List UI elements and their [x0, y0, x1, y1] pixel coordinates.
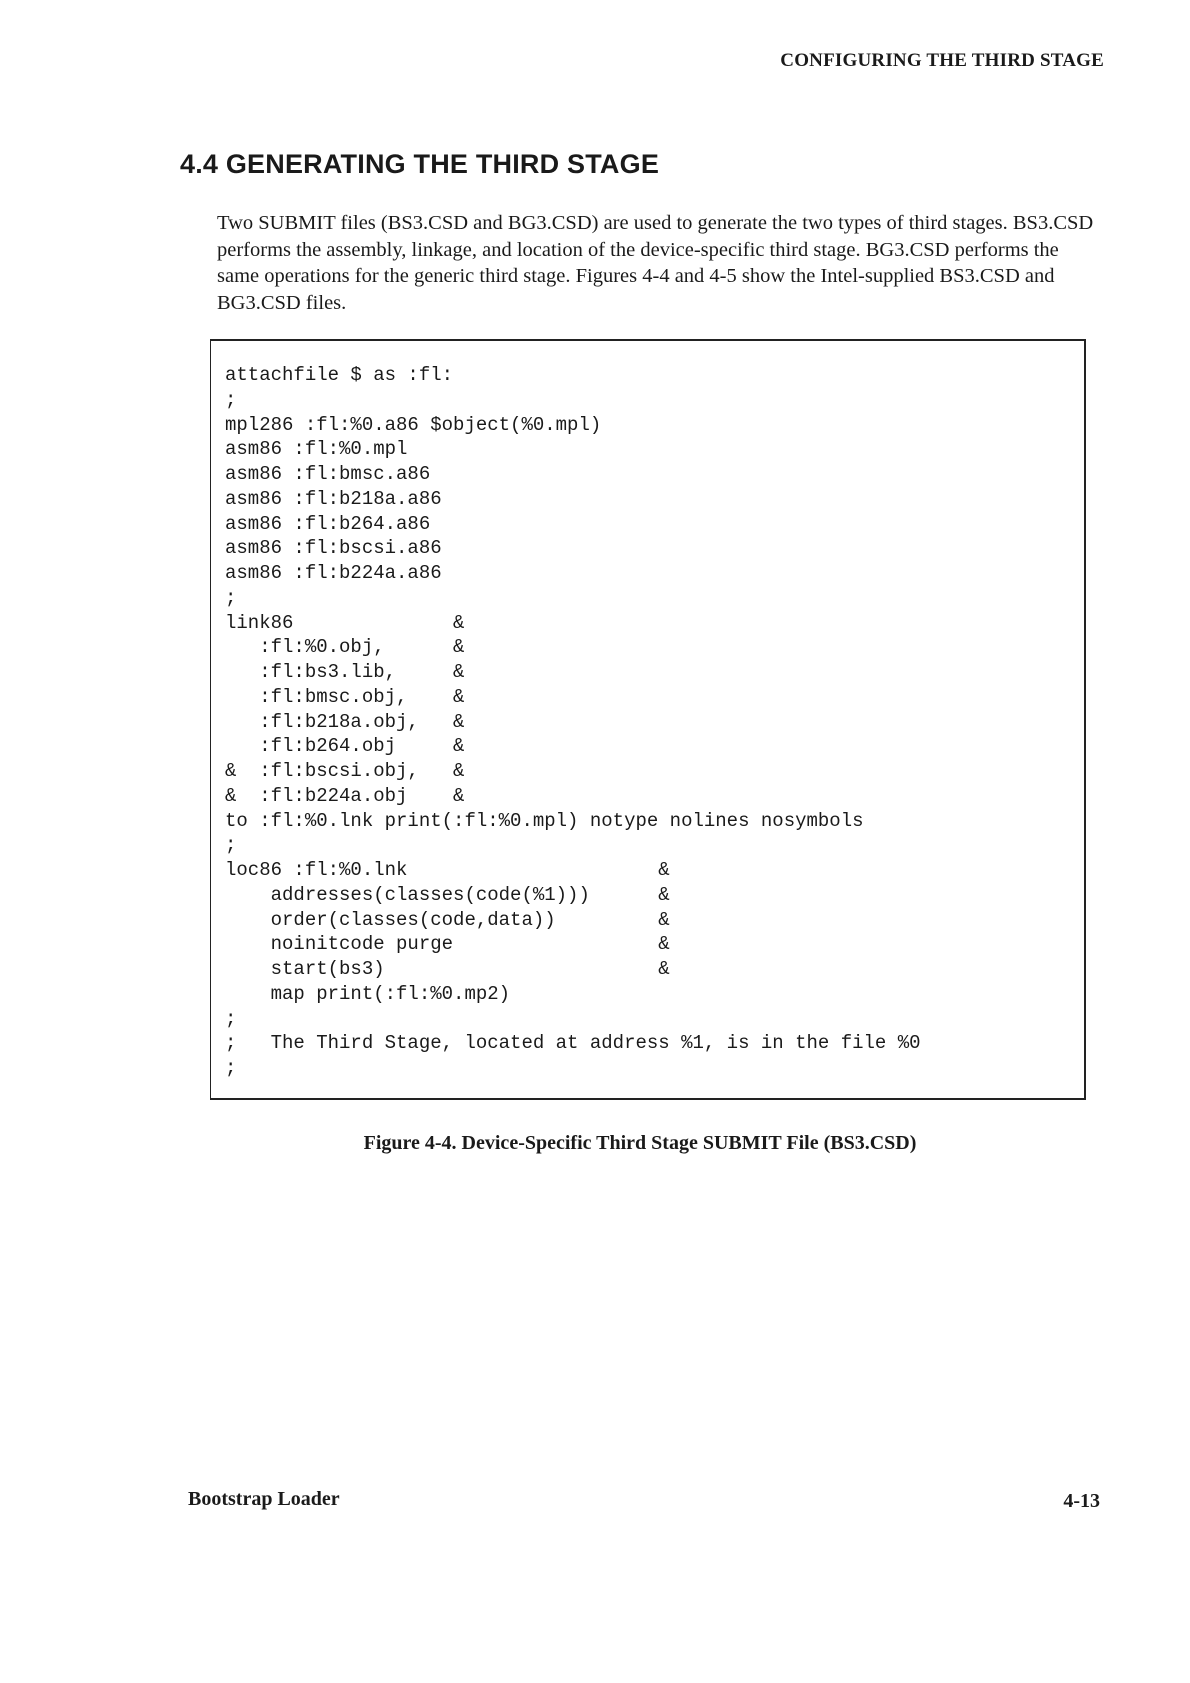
intro-paragraph: Two SUBMIT files (BS3.CSD and BG3.CSD) are used to generate the two types of third stages. BS3.CSD performs the assembly, linkage, and location of the device-specific third stage. BG3.CSD performs the same operations for the generic third stage. Figures 4-4 and 4-5 show the Intel-supplied BS3.CSD and BG3.CSD files.: [217, 212, 1094, 314]
code-line: asm86 :fl:b224a.a86: [225, 562, 442, 584]
code-line: ;: [225, 1057, 237, 1079]
code-line: :fl:%0.obj, &: [225, 636, 465, 659]
code-line: addresses(classes(code(%1))) &: [225, 883, 670, 906]
code-listing: [225, 363, 921, 1081]
running-head: CONFIGURING THE THIRD STAGE: [780, 50, 1104, 71]
code-line: ;: [225, 834, 237, 857]
code-line: mpl286 :fl:%0.a86 $object(%0.mpl): [225, 413, 602, 436]
section-title: 4.4 GENERATING THE THIRD STAGE: [180, 149, 660, 179]
page-number: 4-13: [1063, 1490, 1100, 1512]
code-line: ;: [225, 1007, 237, 1030]
code-line: ;: [225, 388, 237, 411]
code-line: & :fl:b224a.obj &: [225, 784, 465, 807]
code-line: :fl:bmsc.obj, &: [225, 685, 465, 708]
code-line: asm86 :fl:b264.a86: [225, 512, 431, 535]
code-line: :fl:bs3.lib, &: [225, 661, 465, 683]
code-line: start(bs3) &: [225, 958, 670, 980]
code-line: map print(:fl:%0.mp2): [225, 982, 511, 1005]
code-line: asm86 :fl:b218a.a86: [225, 487, 442, 510]
code-line: loc86 :fl:%0.lnk &: [225, 859, 670, 881]
code-line: :fl:b218a.obj, &: [225, 710, 465, 733]
code-line: asm86 :fl:bmsc.a86: [225, 463, 431, 485]
figure-caption: Figure 4-4. Device-Specific Third Stage SUBMIT File (BS3.CSD): [363, 1132, 917, 1154]
code-line: & :fl:bscsi.obj, &: [225, 760, 465, 782]
code-line: attachfile $ as :fl:: [225, 364, 454, 386]
code-line: :fl:b264.obj &: [225, 735, 465, 758]
code-line: asm86 :fl:bscsi.a86: [225, 537, 442, 560]
code-line: order(classes(code,data)) &: [225, 908, 670, 931]
code-line: link86 &: [225, 611, 465, 634]
code-line: ;: [225, 586, 237, 609]
code-line: asm86 :fl:%0.mpl: [225, 438, 408, 461]
code-line: ; The Third Stage, located at address %1, is in the file %0: [225, 1032, 921, 1055]
code-line: to :fl:%0.lnk print(:fl:%0.mpl) notype nolines nosymbols: [225, 809, 864, 832]
code-line: noinitcode purge &: [225, 933, 670, 956]
footer-book-title: Bootstrap Loader: [188, 1488, 340, 1510]
